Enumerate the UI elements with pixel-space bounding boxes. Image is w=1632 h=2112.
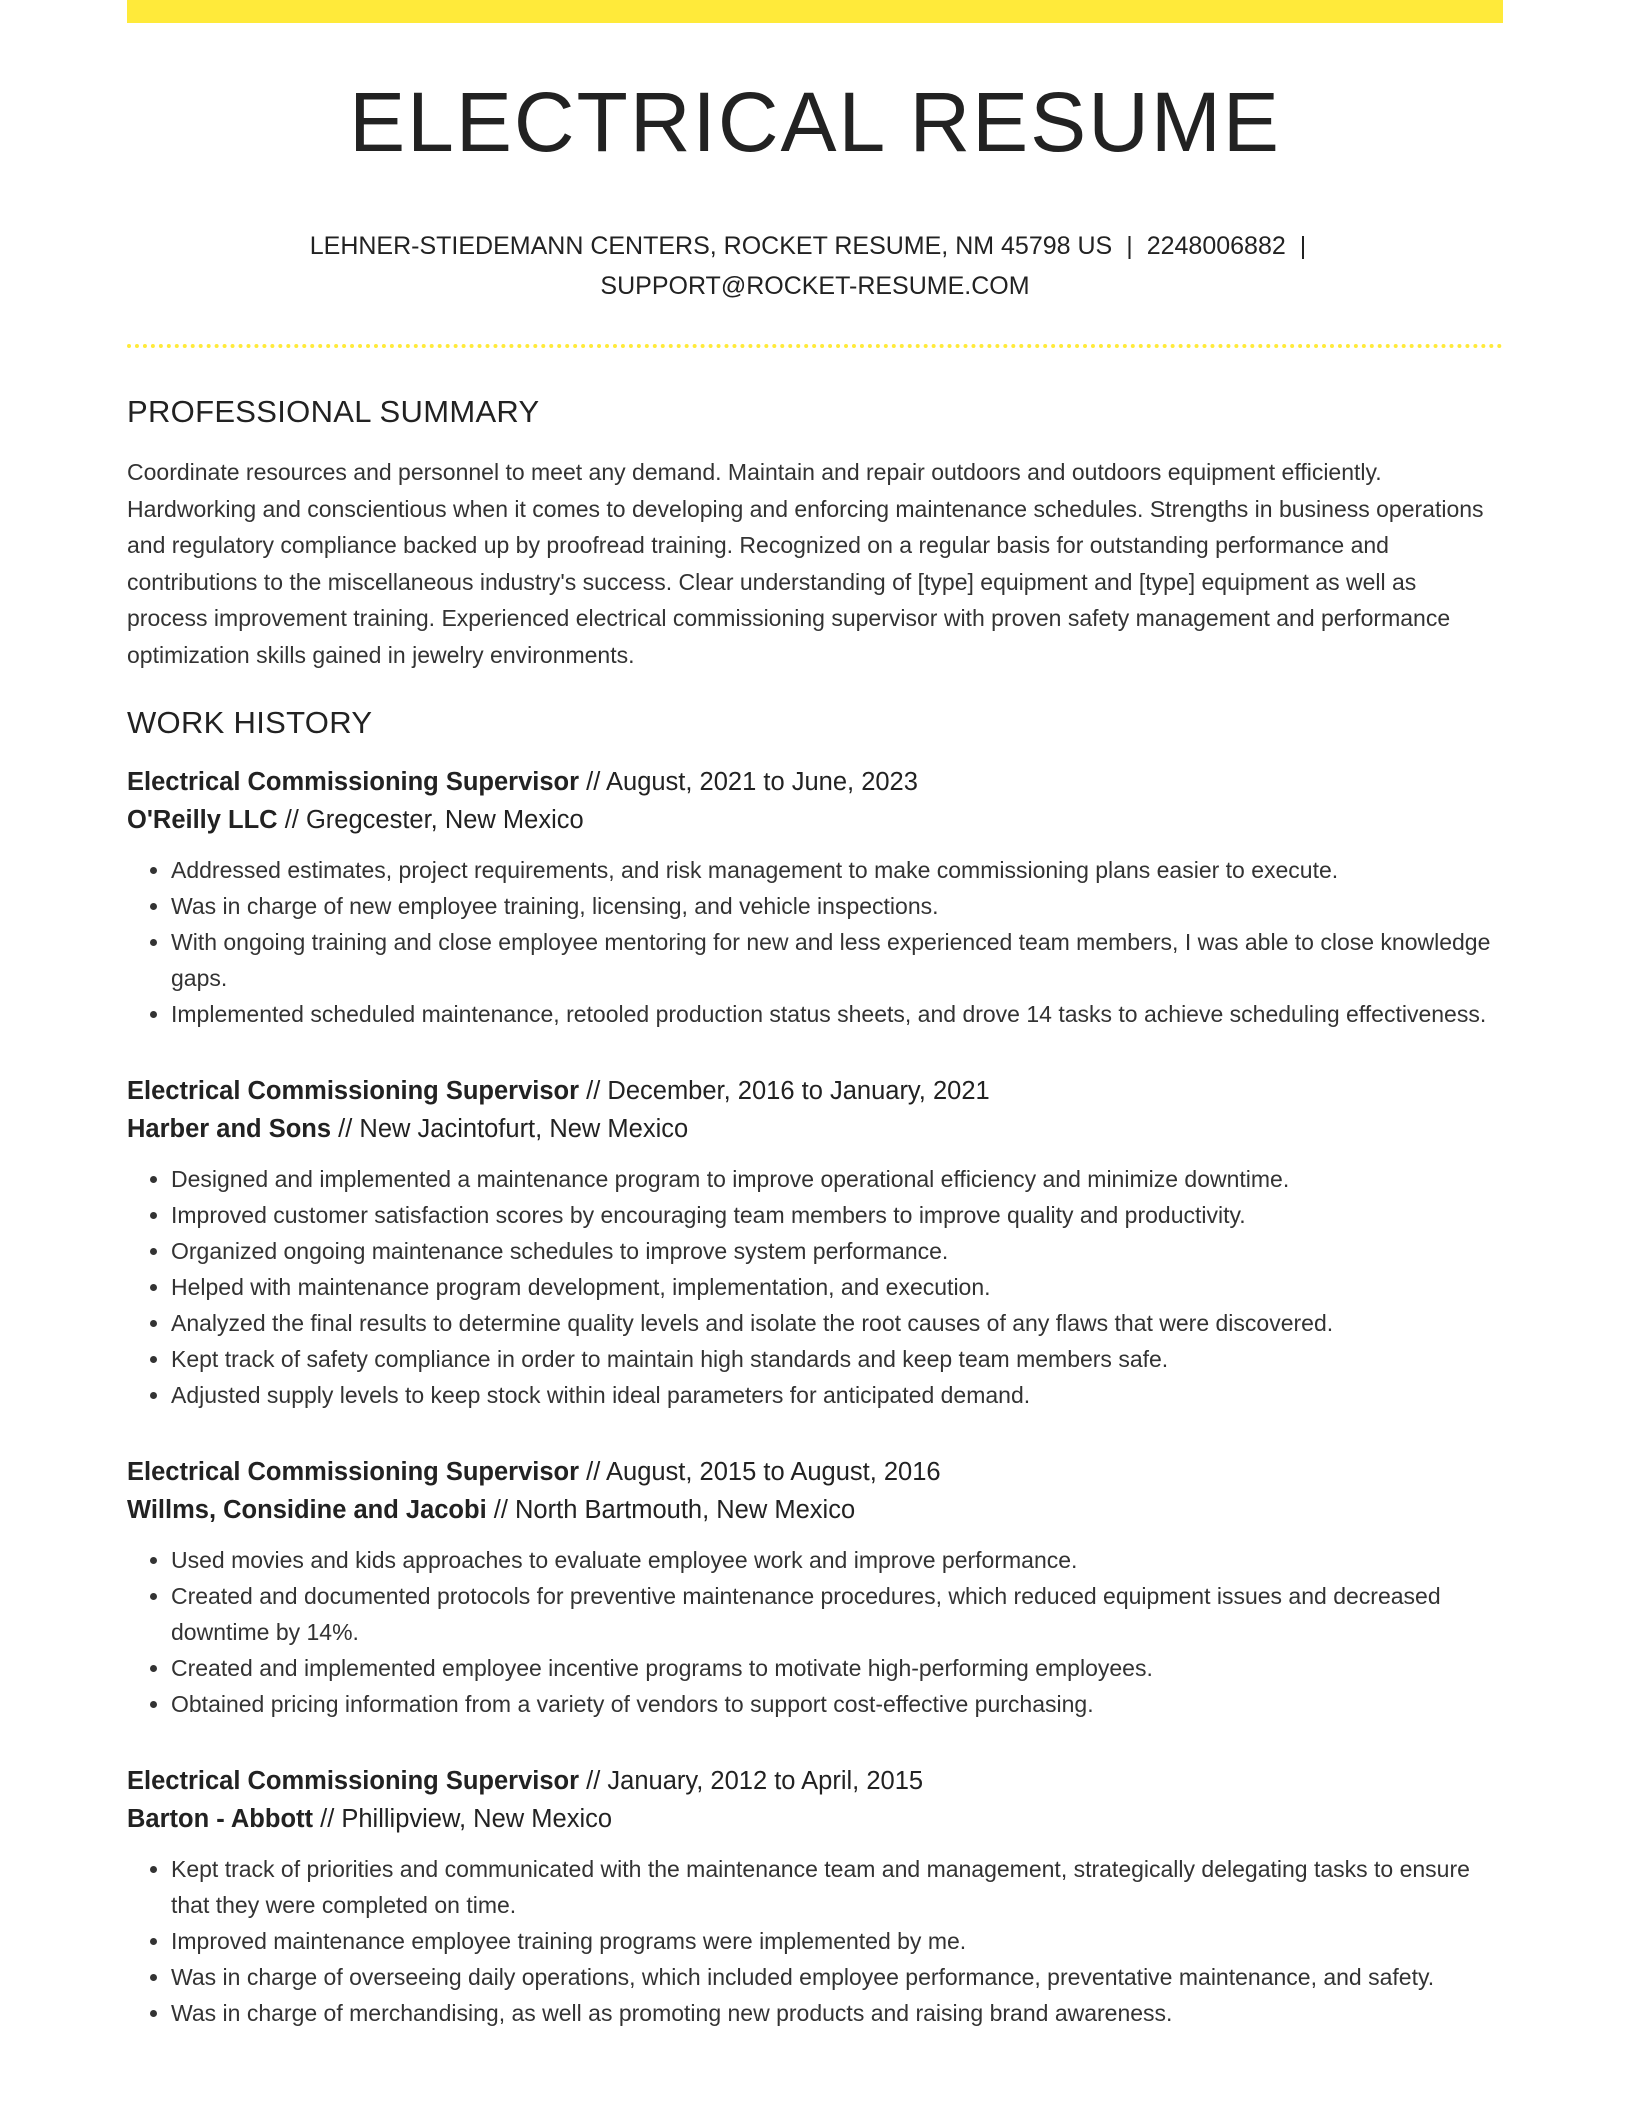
list-item: • Kept track of safety compliance in order to maintain high standards and keep team members safe. <box>171 1341 1503 1377</box>
list-item: • Analyzed the final results to determine quality levels and isolate the root causes of any flaws that were discovered. <box>171 1305 1503 1341</box>
job-company-line <box>127 1110 1503 1148</box>
list-item: • Was in charge of merchandising, as well as promoting new products and raising brand awareness. <box>171 1995 1503 2031</box>
job-location: // Gregcester, New Mexico <box>284 806 584 834</box>
job-bullets <box>127 1851 1503 2031</box>
list-item: • Created and implemented employee incentive programs to motivate high-performing employees. <box>171 1650 1503 1686</box>
job-bullets <box>127 1161 1503 1413</box>
resume-title: ELECTRICAL RESUME <box>349 75 1281 169</box>
list-item: • Created and documented protocols for preventive maintenance procedures, which reduced equipment issues and decreased downtime by 14%. <box>171 1578 1503 1650</box>
separator: | <box>1126 232 1133 260</box>
phone: 2248006882 <box>1146 232 1286 260</box>
summary-text: Coordinate resources and personnel to meet any demand. Maintain and repair outdoors and outdoors equipment efficiently. Hardworking and conscientious when it comes to developing and enforcing maintenance schedules. Strengths in business operations and regulatory compliance backed up by proofread training. Recognized on a regular basis for outstanding performance and contributions to the miscellaneous industry's success. Clear understanding of [type] equipment and [type] equipment as well as process improvement training. Experienced electrical commissioning supervisor with proven safety management and performance optimization skills gained in jewelry environments. <box>127 459 1484 668</box>
job-role-line <box>127 1762 1503 1800</box>
job-bullets <box>127 1542 1503 1722</box>
contact-info <box>127 226 1503 306</box>
job-bullets <box>127 852 1503 1032</box>
email[interactable]: SUPPORT@ROCKET-RESUME.COM <box>600 272 1030 300</box>
list-item: • Adjusted supply levels to keep stock within ideal parameters for anticipated demand. <box>171 1377 1503 1413</box>
job-role-line <box>127 1453 1503 1491</box>
list-item: • Was in charge of new employee training, licensing, and vehicle inspections. <box>171 888 1503 924</box>
list-item: • Designed and implemented a maintenance program to improve operational efficiency and minimize downtime. <box>171 1161 1503 1197</box>
section-title-work-history: WORK HISTORY <box>127 705 373 740</box>
list-item: • With ongoing training and close employee mentoring for new and less experienced team members, I was able to close knowledge gaps. <box>171 924 1503 996</box>
section-title-summary: PROFESSIONAL SUMMARY <box>127 394 540 429</box>
job-entry <box>127 1072 1503 1413</box>
job-entry <box>127 1762 1503 2031</box>
job-role: Electrical Commissioning Supervisor <box>127 1077 580 1105</box>
job-location: // Phillipview, New Mexico <box>320 1805 613 1833</box>
list-item: • Kept track of priorities and communicated with the maintenance team and management, strategically delegating tasks to ensure that they were completed on time. <box>171 1851 1503 1923</box>
list-item: • Improved customer satisfaction scores by encouraging team members to improve quality and productivity. <box>171 1197 1503 1233</box>
list-item: • Used movies and kids approaches to evaluate employee work and improve performance. <box>171 1542 1503 1578</box>
list-item: • Helped with maintenance program development, implementation, and execution. <box>171 1269 1503 1305</box>
job-role: Electrical Commissioning Supervisor <box>127 768 580 796</box>
address: LEHNER-STIEDEMANN CENTERS, ROCKET RESUME, NM 45798 US <box>309 232 1113 260</box>
list-item: • Improved maintenance employee training programs were implemented by me. <box>171 1923 1503 1959</box>
list-item: • Addressed estimates, project requirements, and risk management to make commissioning plans easier to execute. <box>171 852 1503 888</box>
dotted-divider <box>127 344 1503 348</box>
job-company-line <box>127 801 1503 839</box>
job-role-line <box>127 763 1503 801</box>
job-location: // North Bartmouth, New Mexico <box>493 1496 856 1524</box>
job-dates: // August, 2021 to June, 2023 <box>586 768 918 796</box>
resume-page <box>127 0 1503 2031</box>
contact-line-1 <box>127 226 1503 266</box>
contact-line-2 <box>127 266 1503 306</box>
job-dates: // December, 2016 to January, 2021 <box>586 1077 990 1105</box>
job-dates: // January, 2012 to April, 2015 <box>586 1767 924 1795</box>
separator: | <box>1299 232 1307 260</box>
job-company-line <box>127 1491 1503 1529</box>
job-dates: // August, 2015 to August, 2016 <box>586 1458 941 1486</box>
job-company: O'Reilly LLC <box>127 806 278 834</box>
job-role: Electrical Commissioning Supervisor <box>127 1767 580 1795</box>
accent-bar <box>127 0 1503 23</box>
job-role: Electrical Commissioning Supervisor <box>127 1458 580 1486</box>
list-item: • Organized ongoing maintenance schedules to improve system performance. <box>171 1233 1503 1269</box>
job-company: Barton - Abbott <box>127 1805 314 1833</box>
job-entry <box>127 763 1503 1032</box>
job-company: Harber and Sons <box>127 1115 332 1143</box>
job-company: Willms, Considine and Jacobi <box>127 1496 487 1524</box>
job-location: // New Jacintofurt, New Mexico <box>338 1115 689 1143</box>
list-item: • Was in charge of overseeing daily operations, which included employee performance, preventative maintenance, and safety. <box>171 1959 1503 1995</box>
job-company-line <box>127 1800 1503 1838</box>
job-entry <box>127 1453 1503 1722</box>
job-role-line <box>127 1072 1503 1110</box>
list-item: • Obtained pricing information from a variety of vendors to support cost-effective purchasing. <box>171 1686 1503 1722</box>
work-history-list <box>127 763 1503 2031</box>
list-item: • Implemented scheduled maintenance, retooled production status sheets, and drove 14 tasks to achieve scheduling effectiveness. <box>171 996 1503 1032</box>
